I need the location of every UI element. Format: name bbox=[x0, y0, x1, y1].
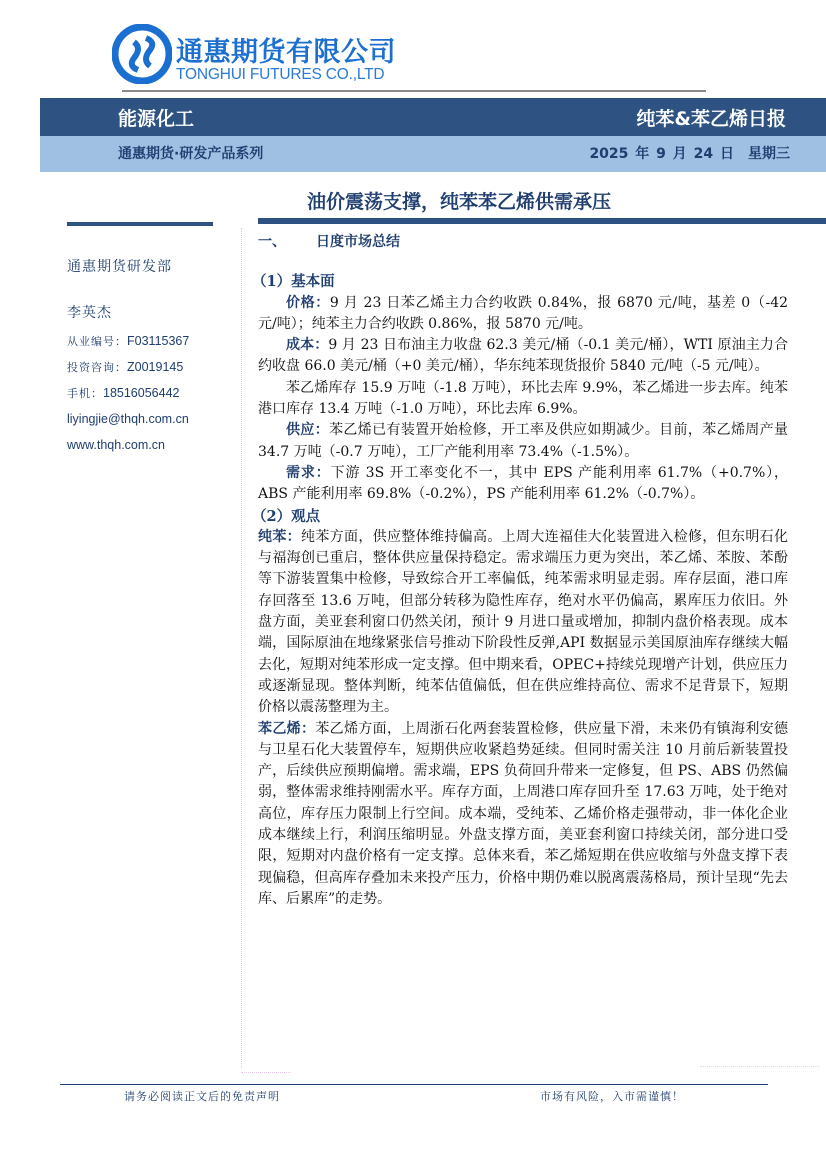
main-content bbox=[252, 232, 789, 910]
section-number: 一、 bbox=[258, 234, 286, 250]
license-value: F03115367 bbox=[127, 334, 190, 348]
supply-text: 苯乙烯已有装置开始检修，开工率及供应如期减少。目前，苯乙烯周产量 34.7 万吨（-0.7 万吨），工厂产能利用率 73.4%（-1.5%）。 bbox=[258, 422, 789, 460]
supply-paragraph bbox=[258, 420, 788, 463]
demand-paragraph bbox=[258, 463, 788, 506]
analyst-sidebar bbox=[67, 256, 237, 462]
website-link[interactable]: www.thqh.com.cn bbox=[67, 438, 165, 452]
styrene-text: 苯乙烯方面，上周浙石化两套装置检修，供应量下滑，未来仍有镇海利安德与卫星石化大装置停车，短期供应收紧趋势延续。但同时需关注 10 月前后新装置投产，后续供应预期偏增。需求端，EPS 负荷回升带来一定修复，但 PS、ABS 仍然偏弱，整体需求维持刚需水平。库存方面，上周港口库存回升至 17.63 万吨，处于绝对高位，库存压力限制上行空间。成本端，受纯苯、乙烯价格走强带动，非一体化企业成本继续上行，利润压缩明显。外盘支撑方面，美亚套利窗口持续关闭，部分进口受限，短期对内盘价格有一定支撑。总体来看，苯乙烯短期在供应收缩与外盘支撑下表现偏稳，但高库存叠加未来投产压力，价格中期仍难以脱离震荡格局，预计呈现“先去库、后累库”的走势。 bbox=[258, 720, 789, 907]
inventory-paragraph: 苯乙烯库存 15.9 万吨（-1.8 万吨），环比去库 9.9%，苯乙烯进一步去库。纯苯港口库存 13.4 万吨（-1.0 万吨），环比去库 6.9%。 bbox=[258, 379, 788, 418]
product-series: 通惠期货·研发产品系列 bbox=[118, 146, 264, 162]
footer-divider bbox=[60, 1084, 768, 1085]
price-label: 价格： bbox=[286, 294, 330, 311]
section-heading bbox=[258, 232, 788, 253]
phone-label: 手机： bbox=[67, 387, 103, 400]
column-divider bbox=[241, 228, 242, 1068]
cost-label: 成本： bbox=[286, 337, 329, 354]
styrene-view-paragraph bbox=[258, 719, 788, 911]
report-title: 纯苯&苯乙烯日报 bbox=[636, 108, 786, 130]
company-name-en: TONGHUI FUTURES CO.,LTD bbox=[176, 66, 385, 83]
views-heading: （2）观点 bbox=[252, 507, 321, 525]
logo-divider bbox=[122, 90, 706, 92]
demand-label: 需求： bbox=[286, 464, 331, 481]
benzene-text: 纯苯方面，供应整体维持偏高。上周大连福佳大化装置进入检修，但东明石化与福海创已重启，整体供应量保持稳定。需求端压力更为突出，苯乙烯、苯胺、苯酚等下游装置集中检修，导致综合开工率偏低，纯苯需求明显走弱。库存层面，港口库存回落至 13.6 万吨，但部分转移为隐性库存，绝对水平仍偏高，累库压力依旧。外盘方面，美亚套利窗口仍然关闭，预计 9 月进口量或增加，抑制内盘价格表现。成本端，国际原油在地缘紧张信号推动下阶段性反弹,API 数据显示美国原油库存继续大幅去化，短期对纯苯形成一定支撑。但中期来看，OPEC+持续兑现增产计划，供应压力或逐渐显现。整体判断，纯苯估值偏低，但在供应维持高位、需求不足背景下，短期价格以震荡整理为主。 bbox=[258, 528, 788, 716]
content-bottom-border-left bbox=[241, 1072, 291, 1073]
department-name: 通惠期货研发部 bbox=[67, 259, 172, 275]
consult-row bbox=[67, 358, 237, 384]
styrene-label: 苯乙烯： bbox=[258, 720, 316, 737]
company-name-cn: 通惠期货有限公司 bbox=[176, 37, 396, 68]
report-date bbox=[589, 143, 790, 163]
sidebar-divider bbox=[67, 222, 213, 226]
price-text: 9 月 23 日苯乙烯主力合约收跌 0.84%，报 6870 元/吨，基差 0（-42 元/吨）；纯苯主力合约收跌 0.86%，报 5870 元/吨。 bbox=[258, 294, 789, 332]
demand-text: 下游 3S 开工率变化不一，其中 EPS 产能利用率 61.7%（+0.7%），ABS 产能利用率 69.8%（-0.2%），PS 产能利用率 61.2%（-0.7%）。 bbox=[258, 464, 788, 503]
headline: 油价震荡支撑，纯苯苯乙烯供需承压 bbox=[307, 191, 612, 213]
license-label: 从业编号： bbox=[67, 335, 127, 348]
analyst-name: 李英杰 bbox=[67, 305, 112, 321]
price-paragraph bbox=[258, 293, 788, 336]
phone-row bbox=[67, 384, 237, 410]
footer-risk-warning: 市场有风险，入市需谨慎！ bbox=[540, 1090, 684, 1103]
tonghui-logo-icon bbox=[112, 24, 172, 84]
headline-divider bbox=[258, 218, 826, 224]
section-title: 日度市场总结 bbox=[316, 234, 400, 250]
consult-label: 投资咨询： bbox=[67, 361, 127, 374]
report-category: 能源化工 bbox=[118, 108, 195, 130]
footer-disclaimer: 请务必阅读正文后的免责声明 bbox=[124, 1090, 280, 1103]
date-text: 2025 年 9 月 24 日 bbox=[589, 146, 734, 162]
cost-text: 9 月 23 日布油主力收盘 62.3 美元/桶（-0.1 美元/桶），WTI 原油主力合约收盘 66.0 美元/桶（+0 美元/桶），华东纯苯现货报价 5840 元/吨（-5 元/吨）。 bbox=[258, 337, 788, 375]
fundamentals-heading: （1）基本面 bbox=[252, 273, 335, 291]
cost-paragraph bbox=[258, 335, 788, 378]
company-logo bbox=[112, 24, 412, 84]
consult-value: Z0019145 bbox=[127, 360, 184, 374]
benzene-label: 纯苯： bbox=[258, 528, 301, 545]
license-row bbox=[67, 332, 237, 358]
content-bottom-border-right bbox=[700, 1066, 820, 1067]
supply-label: 供应： bbox=[286, 422, 330, 439]
phone-value: 18516056442 bbox=[103, 386, 180, 400]
benzene-view-paragraph bbox=[258, 527, 788, 719]
email-link[interactable]: liyingjie@thqh.com.cn bbox=[67, 412, 189, 426]
weekday-text: 星期三 bbox=[748, 146, 790, 162]
